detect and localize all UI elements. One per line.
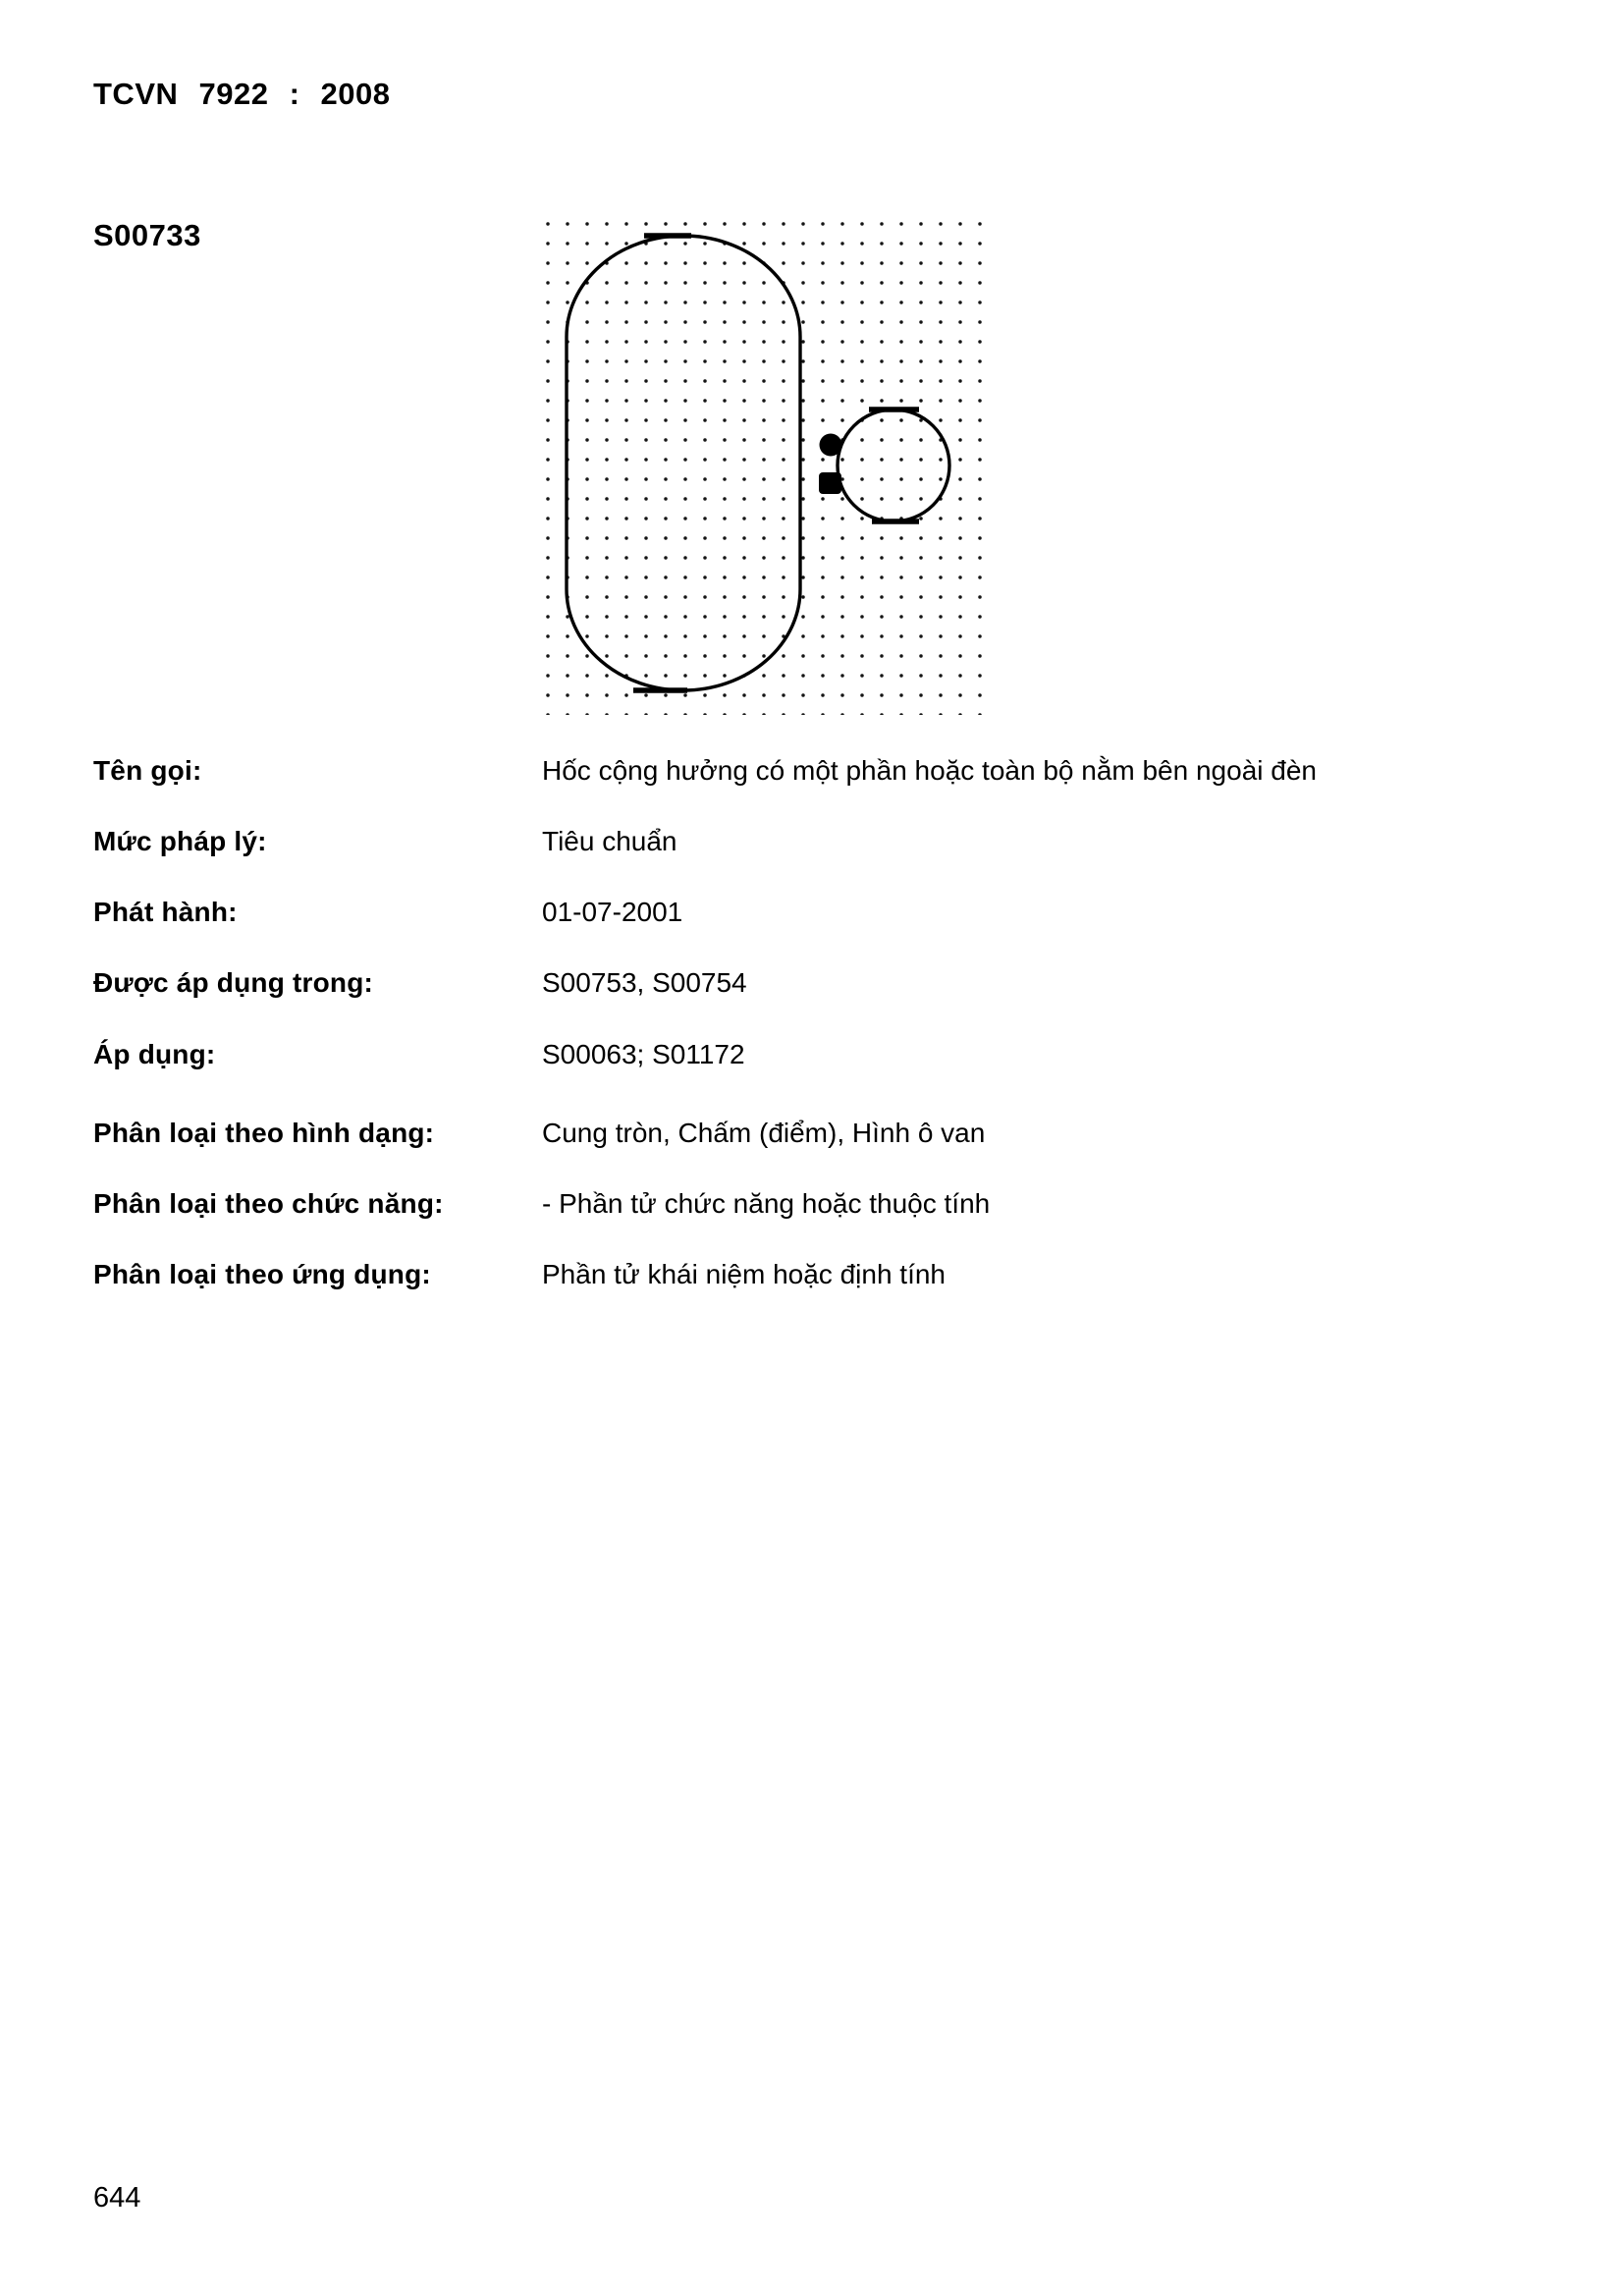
dot-marker-lower [819,472,841,494]
attribute-row-ten-goi [93,754,1527,788]
attribute-value: Tiêu chuẩn [542,826,677,856]
attribute-row-phan-loai-chuc-nang [93,1187,1527,1221]
oval-shape [567,236,800,690]
attribute-row-duoc-ap-dung-trong [93,966,1527,1000]
page-number: 644 [93,2182,141,2214]
dot-marker-upper [820,434,842,457]
attribute-label: Phân loại theo ứng dụng: [93,1259,431,1289]
attribute-label: Áp dụng: [93,1039,216,1069]
attribute-label: Mức pháp lý: [93,826,267,856]
attribute-label: Tên gọi: [93,755,202,786]
attribute-value: S00063; S01172 [542,1039,745,1069]
attribute-value: Hốc cộng hưởng có một phần hoặc toàn bộ nằm bên ngoài đèn [542,755,1317,786]
attribute-row-phat-hanh [93,896,1527,929]
attribute-value: Cung tròn, Chấm (điểm), Hình ô van [542,1118,986,1148]
symbol-diagram [538,214,982,715]
attribute-row-muc-phap-ly [93,825,1527,858]
attribute-label: Phát hành: [93,897,238,927]
attribute-label: Được áp dụng trong: [93,967,374,998]
attribute-row-phan-loai-ung-dung [93,1258,1527,1291]
attribute-value: - Phần tử chức năng hoặc thuộc tính [542,1188,991,1219]
circle-shape [838,410,949,521]
symbol-id: S00733 [93,218,201,252]
attribute-row-phan-loai-hinh-dang [93,1117,1527,1150]
symbol-diagram-drawing [538,214,982,715]
attribute-label: Phân loại theo chức năng: [93,1188,444,1219]
attribute-value: Phần tử khái niệm hoặc định tính [542,1259,947,1289]
attribute-label: Phân loại theo hình dạng: [93,1118,435,1148]
attribute-value: 01-07-2001 [542,897,683,927]
standard-code-heading: TCVN 7922 : 2008 [93,77,391,111]
attribute-row-ap-dung [93,1038,1527,1071]
attribute-value: S00753, S00754 [542,967,747,998]
